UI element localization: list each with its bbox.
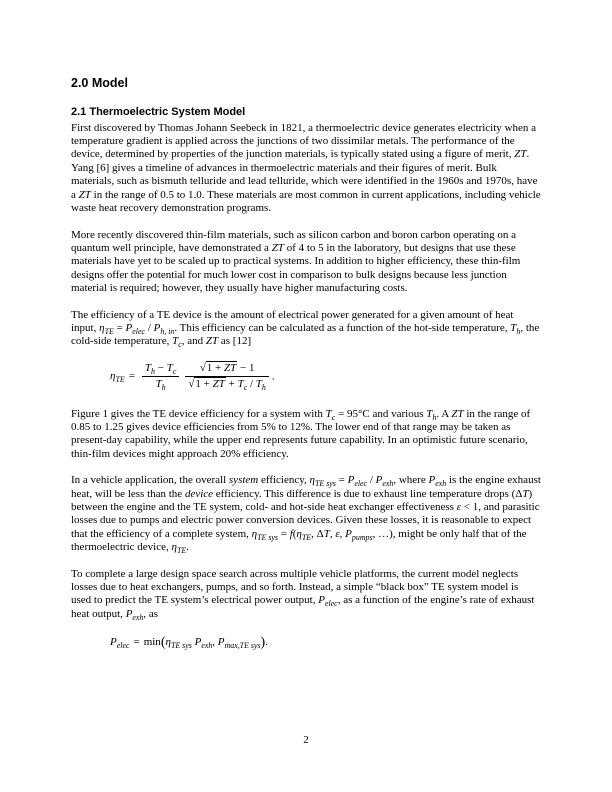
page-number: 2: [303, 733, 309, 746]
fraction-zt: [185, 362, 269, 392]
equation-te-device-efficiency: [110, 362, 541, 392]
fraction-denominator: √1 + ZT + $T_c / T_h$: [188, 378, 266, 393]
fraction-numerator: √1 + ZT − 1: [185, 362, 269, 377]
equation-electrical-power-output: [110, 634, 541, 651]
fraction-numerator: $T_h - T_c$: [142, 362, 179, 377]
fraction-denominator: $T_h$: [155, 378, 166, 393]
equation-period: .: [271, 370, 275, 383]
equals-sign: =: [133, 636, 140, 649]
paragraph-thin-film-materials: More recently discovered thin-film materials, such as silicon carbon and boron carbon operating on a quantum well principle, have demonstrated a ZT of 4 to 5 in the laboratory, but designs that use these materials have yet to be scaled up to practical systems. In addition to higher efficiency, these thin-film designs offer the potential for much lower cost in comparison to bulk designs because less junction material is required; however, they usually have higher manufacturing costs.: [71, 228, 521, 295]
paragraph-te-efficiency-intro: The efficiency of a TE device is the amount of electrical power generated for a given amount of heat input, $\eta_{TE} = P_{elec} / P_{h, in}$. This efficiency can be calculated as a function of the hot-side temperature, $T_h$, the cold-side temperature, $T_c$, and ZT as [12]: [71, 308, 540, 350]
paragraph-seebeck-intro: First discovered by Thomas Johann Seebeck in 1821, a thermoelectric device generates electricity when a temperature gradient is applied across the junctions of two dissimilar metals. The performance of the device, determined by properties of the junction materials, is typically stated using a figure of merit, ZT. Yang [6] gives a timeline of advances in thermoelectric materials and their figures of merit. Bulk materials, such as bismuth telluride and lead telluride, which were identified in the 1960s and 1970s, have a ZT in the range of 0.5 to 1.0. These materials are most common in current applications, including vehicle waste heat recovery demonstration programs.: [71, 121, 541, 215]
section-heading: 2.0 Model: [71, 76, 128, 90]
paragraph-figure1-discussion: Figure 1 gives the TE device efficiency for a system with $T_c = 95^\circ C$ and various $T_h$. A ZT in the range of 0.85 to 1.25 gives device efficiencies from 5% to 12%. The lower end of that range may be taken as present-day capability, while the upper end represents future capability. In an optimistic future scenario, thin-film devices might approach 20% efficiency.: [71, 407, 531, 460]
equation-lhs: $\eta_{TE}$: [110, 370, 125, 385]
paragraph-system-efficiency: In a vehicle application, the overall system efficiency, $\eta_{TE sys} = P_{elec} / P_{exh}$, where $P_{exh}$ is the engine exhaust heat, will be less than the device efficiency. This difference is due to exhaust line temperature drops (ΔT) between the engine and the TE system, cold- and hot-side heat exchanger effectiveness ε < 1, and parasitic losses due to pumps and electric power conversion devices. Given these losses, it is reasonable to expect that the efficiency of a complete system, $\eta_{TE sys} = f(\eta_{TE}$, ΔT, ε, $P_{pumps}$, …), might be only half that of the thermoelectric device, $\eta_{TE}$.: [71, 474, 541, 556]
paragraph-black-box-model: To complete a large design space search across multiple vehicle platforms, the current model neglects losses due to heat exchangers, pumps, and so forth. Instead, a simple “black box” TE system model is used to predict the TE system’s electrical power output, $P_{elec}$, as a function of the engine’s rate of exhaust heat output, $P_{exh}$, as: [71, 567, 535, 623]
fraction-temperature: [142, 362, 179, 392]
equals-sign: =: [128, 370, 135, 383]
equation-rhs: $\min(\eta_{TE sys}$ $P_{exh}$, $P_{max,TE sys}$).: [143, 635, 268, 651]
equation-lhs: $P_{elec}$: [110, 636, 130, 651]
subsection-heading: 2.1 Thermoelectric System Model: [71, 106, 246, 119]
